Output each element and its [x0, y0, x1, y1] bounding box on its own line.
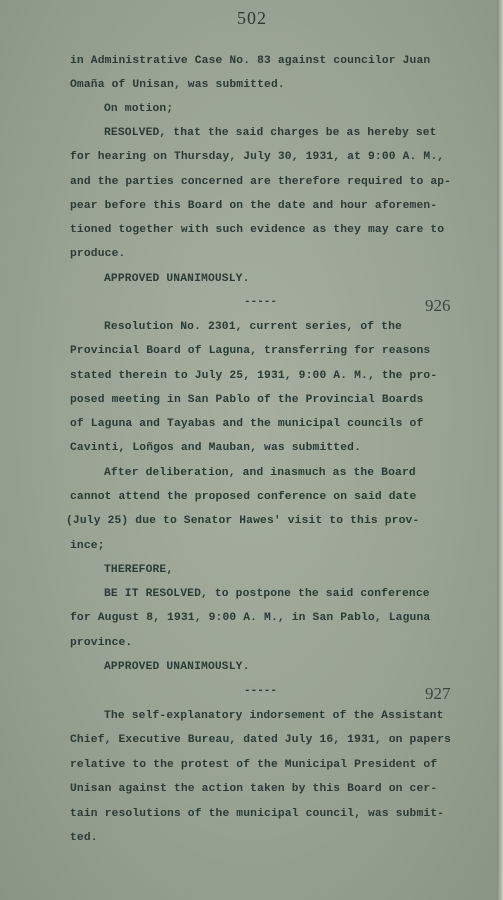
text-line: After deliberation, and inasmuch as the Board	[104, 467, 416, 479]
text-line: Chief, Executive Bureau, dated July 16, 1931, on papers	[70, 734, 452, 746]
text-line: ince;	[70, 540, 105, 552]
text-line: On motion;	[104, 103, 174, 115]
text-line: Cavinti, Loñgos and Mauban, was submitted.	[70, 442, 362, 454]
text-line: posed meeting in San Pablo of the Provincial Boards	[70, 394, 424, 406]
text-line: produce.	[70, 248, 126, 260]
text-line: The self-explanatory indorsement of the Assistant	[104, 710, 444, 722]
page-number: 502	[237, 8, 267, 28]
text-line: Omaña of Unisan, was submitted.	[70, 79, 285, 91]
text-line: in Administrative Case No. 83 against councilor Juan	[70, 55, 431, 67]
text-line: Resolution No. 2301, current series, of the	[104, 321, 402, 333]
text-line: THEREFORE,	[104, 564, 174, 576]
approval-line: APPROVED UNANIMOUSLY.	[104, 661, 250, 673]
approval-line: APPROVED UNANIMOUSLY.	[104, 273, 250, 285]
text-line: cannot attend the proposed conference on said date	[70, 491, 417, 503]
text-line: relative to the protest of the Municipal President of	[70, 759, 438, 771]
text-line: for hearing on Thursday, July 30, 1931, at 9:00 A. M.,	[70, 151, 445, 163]
resolution-number: 927	[425, 684, 451, 703]
text-line: pear before this Board on the date and hour aforemen-	[70, 200, 438, 212]
text-line: RESOLVED, that the said charges be as hereby set	[104, 127, 437, 139]
text-line: ted.	[70, 832, 98, 844]
separator: -----	[244, 685, 278, 697]
resolution-number: 926	[425, 296, 451, 315]
text-line: and the parties concerned are therefore required to ap-	[70, 176, 452, 188]
text-line: province.	[70, 637, 133, 649]
text-line: BE IT RESOLVED, to postpone the said conference	[104, 588, 430, 600]
text-line: of Laguna and Tayabas and the municipal councils of	[70, 418, 424, 430]
text-line: (July 25) due to Senator Hawes' visit to this prov-	[66, 515, 420, 527]
text-line: tain resolutions of the municipal council, was submit-	[70, 808, 445, 820]
separator: -----	[244, 296, 278, 308]
text-line: Unisan against the action taken by this Board on cer-	[70, 783, 438, 795]
text-line: stated therein to July 25, 1931, 9:00 A. M., the pro-	[70, 370, 438, 382]
text-line: Provincial Board of Laguna, transferring for reasons	[70, 345, 431, 357]
text-line: for August 8, 1931, 9:00 A. M., in San Pablo, Laguna	[70, 612, 431, 624]
page-edge	[497, 0, 503, 900]
text-line: tioned together with such evidence as they may care to	[70, 224, 445, 236]
